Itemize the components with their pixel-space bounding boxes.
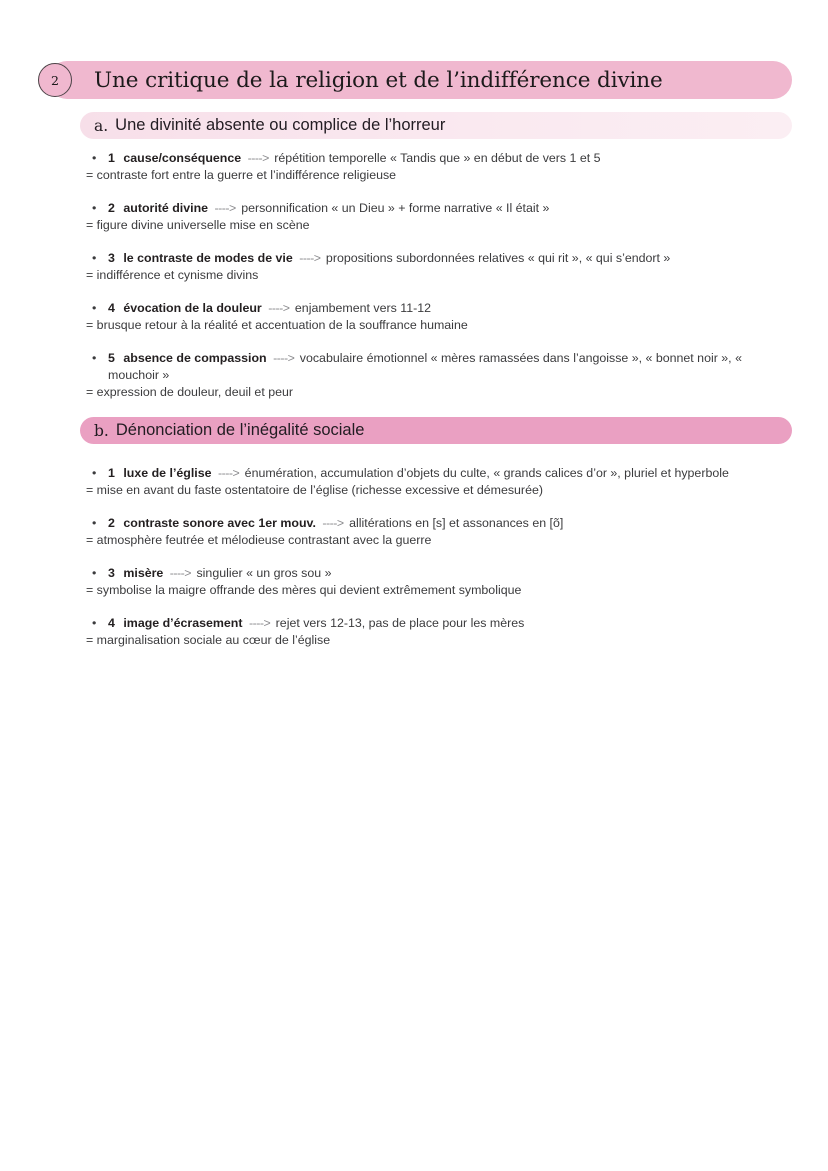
arrow-icon: ----> xyxy=(273,351,295,365)
entry-detail: propositions subordonnées relatives « qui rit », « qui s’endort » xyxy=(325,251,671,265)
list-item xyxy=(86,350,786,401)
entry-number: 2 xyxy=(108,516,115,530)
arrow-icon: ----> xyxy=(268,301,290,315)
entry-number: 3 xyxy=(108,251,115,265)
entry-detail: enjambement vers 11-12 xyxy=(294,301,432,315)
entry-conclusion: = atmosphère feutrée et mélodieuse contrastant avec la guerre xyxy=(86,533,432,547)
arrow-icon: ----> xyxy=(247,151,269,165)
entry-main-line xyxy=(86,515,786,532)
entry-conclusion: = brusque retour à la réalité et accentuation de la souffrance humaine xyxy=(86,318,468,332)
entry-detail: vocabulaire émotionnel « mères ramassées dans l’angoisse », « bonnet noir », « mouchoir » xyxy=(108,351,742,382)
entry-conclusion: = expression de douleur, deuil et peur xyxy=(86,385,293,399)
entry-number: 1 xyxy=(108,466,115,480)
list-item xyxy=(86,515,786,549)
entry-detail: singulier « un gros sou » xyxy=(196,566,332,580)
entry-label: image d’écrasement xyxy=(123,616,243,630)
arrow-icon: ----> xyxy=(214,201,236,215)
entry-number: 3 xyxy=(108,566,115,580)
bullet-icon: • xyxy=(92,466,97,480)
entry-main-line xyxy=(86,615,786,632)
entry-conclusion: = indifférence et cynisme divins xyxy=(86,268,259,282)
entry-label: luxe de l’église xyxy=(123,466,212,480)
entry-conclusion: = figure divine universelle mise en scène xyxy=(86,218,310,232)
entry-number: 2 xyxy=(108,201,115,215)
entry-label: misère xyxy=(123,566,164,580)
entry-main-line xyxy=(86,150,786,167)
arrow-icon: ----> xyxy=(299,251,321,265)
entry-main-line xyxy=(86,300,786,317)
list-item xyxy=(86,300,786,334)
bullet-icon: • xyxy=(92,351,97,365)
entry-number: 5 xyxy=(108,351,115,365)
bullet-icon: • xyxy=(92,566,97,580)
subsection-b-title: Dénonciation de l’inégalité sociale xyxy=(115,421,365,439)
subsection-b-letter: b. xyxy=(94,421,109,440)
bullet-icon: • xyxy=(92,301,97,315)
list-item xyxy=(86,250,786,284)
bullet-icon: • xyxy=(92,251,97,265)
subsection-a-title: Une divinité absente ou complice de l’horreur xyxy=(115,116,446,134)
section-number-label: 2 xyxy=(51,72,59,88)
entry-label: évocation de la douleur xyxy=(123,301,262,315)
list-item xyxy=(86,565,786,599)
list-item xyxy=(86,615,786,649)
entry-main-line xyxy=(86,250,786,267)
subsection-heading-b xyxy=(80,417,792,444)
list-item xyxy=(86,200,786,234)
subsection-a-letter: a. xyxy=(94,116,109,135)
entry-detail: répétition temporelle « Tandis que » en début de vers 1 et 5 xyxy=(274,151,601,165)
bullet-icon: • xyxy=(92,151,97,165)
entry-main-line xyxy=(86,465,786,482)
entry-main-line xyxy=(86,200,786,217)
entry-conclusion: = marginalisation sociale au cœur de l’église xyxy=(86,633,331,647)
entry-label: autorité divine xyxy=(123,201,209,215)
subsection-heading-a xyxy=(80,112,792,139)
entry-number: 4 xyxy=(108,616,115,630)
entry-detail: rejet vers 12-13, pas de place pour les mères xyxy=(275,616,525,630)
entry-label: cause/conséquence xyxy=(123,151,242,165)
entry-conclusion: = contraste fort entre la guerre et l’indifférence religieuse xyxy=(86,168,397,182)
entry-detail: allitérations en [s] et assonances en [õ] xyxy=(349,516,564,530)
entry-number: 4 xyxy=(108,301,115,315)
entry-label: absence de compassion xyxy=(123,351,267,365)
entry-detail: énumération, accumulation d’objets du culte, « grands calices d’or », pluriel et hyperbole xyxy=(244,466,729,480)
bullet-icon: • xyxy=(92,201,97,215)
entry-detail: personnification « un Dieu » + forme narrative « Il était » xyxy=(241,201,550,215)
entry-label: contraste sonore avec 1er mouv. xyxy=(123,516,316,530)
entry-main-line xyxy=(86,565,786,582)
main-heading-bar xyxy=(48,61,792,99)
section-number-badge xyxy=(38,63,72,97)
entry-main-line xyxy=(86,350,786,384)
list-item xyxy=(86,465,786,499)
bullet-icon: • xyxy=(92,616,97,630)
entry-number: 1 xyxy=(108,151,115,165)
arrow-icon: ----> xyxy=(322,516,344,530)
arrow-icon: ----> xyxy=(217,466,240,480)
entry-conclusion: = symbolise la maigre offrande des mères qui devient extrêmement symbolique xyxy=(86,583,522,597)
entry-label: le contraste de modes de vie xyxy=(123,251,293,265)
arrow-icon: ----> xyxy=(169,566,192,580)
arrow-icon: ----> xyxy=(248,616,271,630)
entry-conclusion: = mise en avant du faste ostentatoire de l’église (richesse excessive et démesurée) xyxy=(86,483,543,497)
bullet-icon: • xyxy=(92,516,97,530)
page-title: Une critique de la religion et de l’indifférence divine xyxy=(94,67,663,93)
list-item xyxy=(86,150,786,184)
